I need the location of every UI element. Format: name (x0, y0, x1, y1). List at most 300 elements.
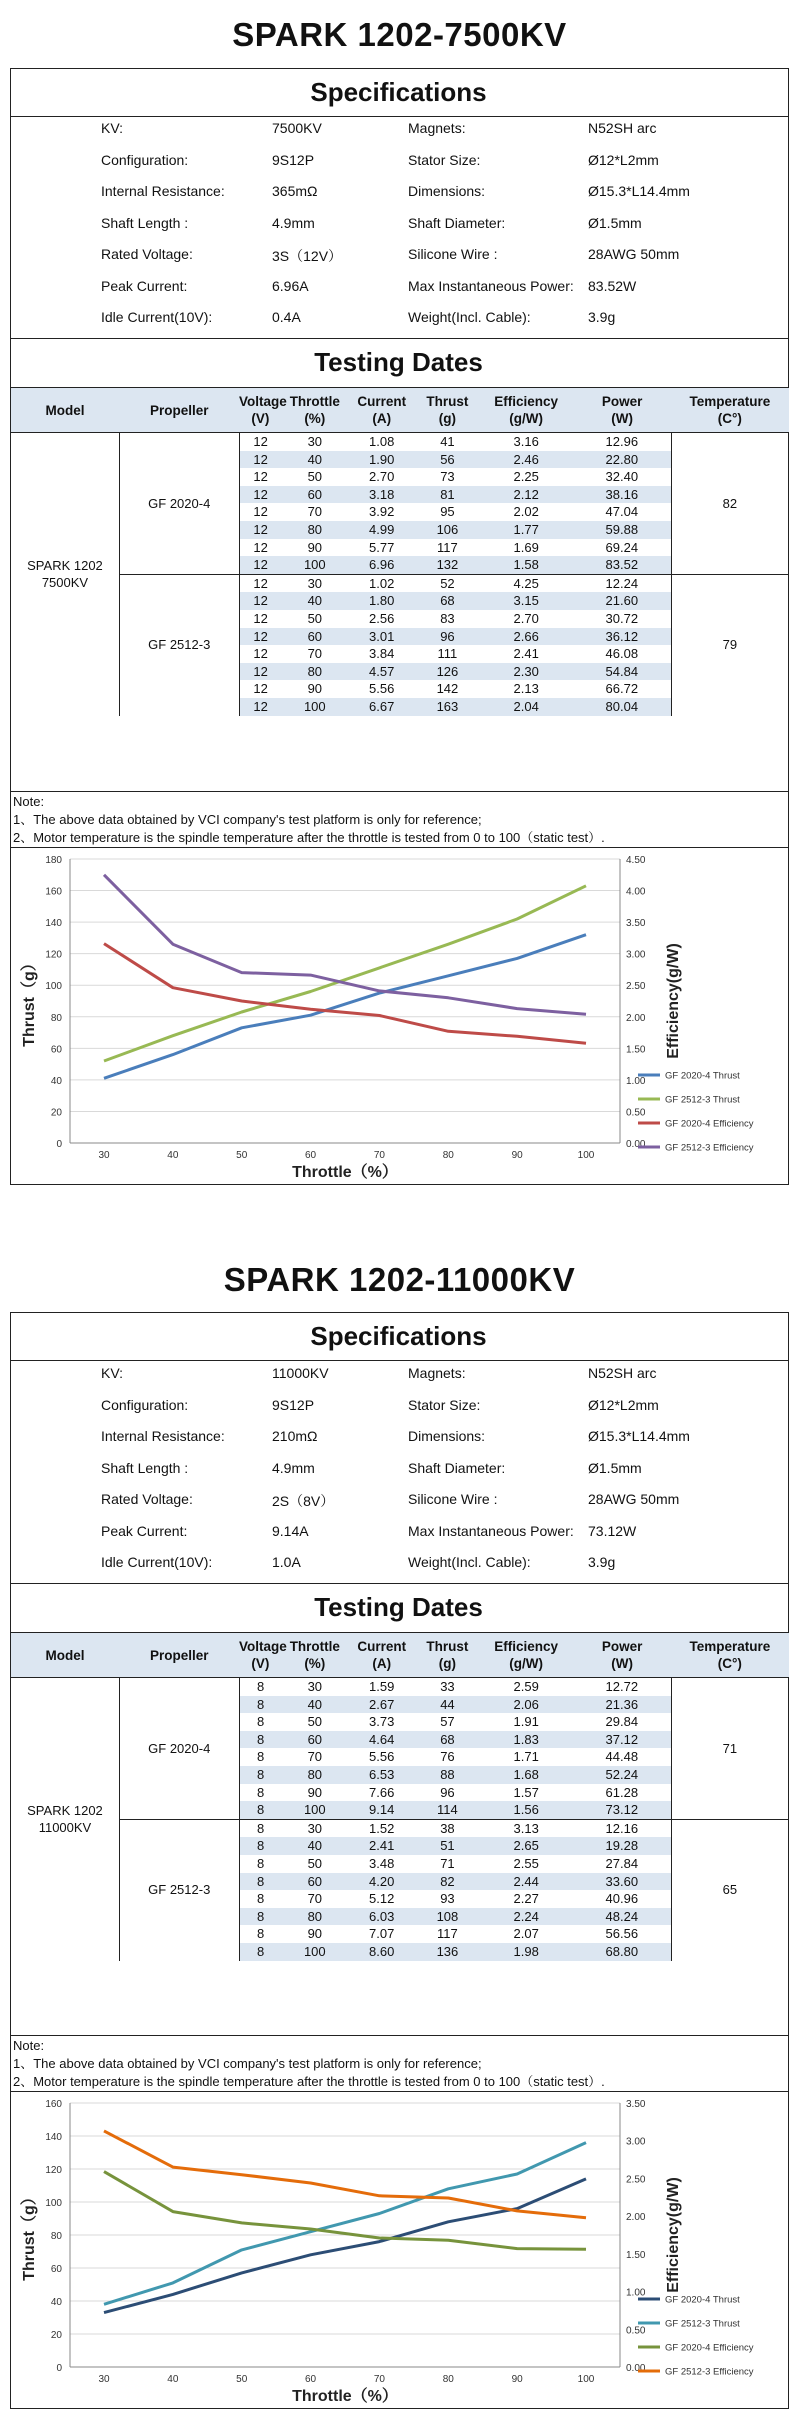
data-cell: 2.07 (513, 1926, 539, 1942)
x-tick-label: 40 (167, 1150, 179, 1161)
spec-label: Silicone Wire : (408, 1491, 498, 1507)
spec-label: Shaft Length : (101, 1459, 189, 1476)
data-cell: 114 (415, 1801, 479, 1819)
data-cell: 96 (440, 1784, 455, 1800)
column-header-line: Thrust (426, 1639, 469, 1654)
data-cell: 8 (239, 1819, 282, 1837)
propeller-cell: GF 2512-3 (119, 1819, 239, 1960)
spec-value: 3S（12V） (272, 248, 343, 264)
notes-heading: Note: (13, 794, 45, 809)
column-header-unit: (g) (438, 411, 457, 426)
spec-value: N52SH arc (588, 1365, 657, 1381)
data-cell: 2.02 (513, 504, 539, 520)
data-cell: 1.80 (348, 592, 415, 610)
column-header (415, 388, 479, 433)
notes (13, 2037, 605, 2091)
model-kv: 7500KV (41, 575, 89, 591)
column-header (415, 1633, 479, 1678)
column-header-line: Power (601, 394, 643, 409)
model-name: SPARK 1202 (27, 558, 103, 574)
data-cell: 83 (440, 610, 455, 626)
data-cell: 66.72 (573, 680, 671, 698)
data-cell: 8 (239, 1696, 282, 1714)
data-cell: 12 (239, 503, 282, 521)
data-cell: 68 (415, 592, 479, 610)
spec-label: Internal Resistance: (101, 1428, 225, 1444)
data-cell: 40 (282, 592, 348, 610)
data-cell: 8 (239, 1855, 282, 1873)
legend-label: GF 2020-4 Efficiency (665, 2342, 754, 2354)
column-header-line: Efficiency (494, 394, 559, 409)
data-cell: 106 (415, 521, 479, 539)
data-cell: 8 (239, 1925, 282, 1943)
data-cell: 12 (239, 486, 282, 504)
column-header-unit: (V) (251, 1656, 270, 1671)
y2-tick-label: 4.50 (626, 855, 646, 866)
column-header-line: Temperature (689, 394, 771, 409)
column-header-line: Temperature (689, 1639, 771, 1654)
data-cell: 48.24 (573, 1908, 671, 1926)
column-header-unit: (A) (372, 411, 392, 426)
x-tick-label: 100 (577, 2374, 595, 2385)
spec-label: Dimensions: (408, 1428, 486, 1444)
spec-label: Internal Resistance: (101, 183, 225, 199)
spec-value: 3.9g (588, 309, 616, 325)
data-cell: 136 (415, 1943, 479, 1961)
spec-value: N52SH arc (588, 120, 657, 136)
spec-label: KV: (101, 120, 124, 136)
data-cell: 6.96 (348, 556, 415, 574)
temperature-cell: 71 (671, 1678, 788, 1820)
data-cell: 59.88 (573, 521, 671, 539)
data-cell: 12.96 (573, 433, 671, 451)
data-cell: 2.06 (479, 1696, 573, 1714)
propeller-cell: GF 2512-3 (119, 574, 239, 715)
data-cell: 1.91 (513, 1714, 539, 1730)
data-cell: 12 (239, 521, 282, 539)
spec-label: Configuration: (101, 151, 189, 168)
y2-tick-label: 4.00 (626, 886, 646, 898)
temperature-cell: 79 (671, 574, 788, 715)
data-cell: 90 (307, 1784, 323, 1800)
data-cell: 8 (239, 1873, 282, 1891)
y-tick-label: 120 (45, 2165, 62, 2176)
y-tick-label: 0 (56, 2363, 62, 2374)
y-tick-label: 100 (45, 2198, 62, 2209)
y2-tick-label: 3.50 (626, 2099, 646, 2110)
data-cell: 83.52 (573, 556, 671, 574)
data-cell: 41 (440, 434, 455, 449)
data-cell: 12 (239, 663, 282, 681)
legend-label: GF 2020-4 Thrust (665, 1070, 740, 1082)
data-cell: 4.57 (348, 663, 415, 681)
data-cell: 1.98 (479, 1943, 573, 1961)
y-tick-label: 100 (45, 981, 62, 993)
data-cell: 100 (282, 1801, 348, 1819)
data-cell: 96 (415, 628, 479, 646)
data-cell: 2.04 (479, 698, 573, 716)
column-header-line: Efficiency (494, 1639, 559, 1654)
data-cell: 50 (307, 469, 323, 485)
spec-value: 9S12P (272, 1396, 315, 1413)
data-cell: 8 (239, 1784, 282, 1802)
data-cell: 12 (239, 610, 282, 628)
spec-value: 3.9g (588, 1554, 616, 1570)
data-cell: 1.69 (513, 539, 539, 555)
column-header-unit: (g/W) (509, 1656, 544, 1671)
data-cell: 37.12 (573, 1731, 671, 1749)
column-header (348, 388, 415, 433)
column-header-line: Throttle (289, 394, 340, 409)
data-cell: 4.20 (348, 1873, 415, 1891)
data-cell: 8.60 (348, 1943, 415, 1961)
motor-title: SPARK 1202-11000KV (223, 1261, 576, 1298)
data-cell: 2.13 (513, 681, 539, 697)
spec-label: Peak Current: (101, 277, 188, 294)
data-cell: 12 (239, 539, 282, 557)
data-cell: 82 (415, 1873, 479, 1891)
data-cell: 132 (415, 556, 479, 574)
y-tick-label: 140 (45, 2132, 62, 2143)
data-cell: 2.41 (348, 1837, 415, 1855)
data-cell: 21.60 (573, 592, 671, 610)
column-header-unit: (C°) (717, 411, 742, 426)
data-cell: 33 (440, 1679, 455, 1694)
data-cell: 1.57 (513, 1784, 539, 1800)
data-cell: 8 (239, 1766, 282, 1784)
data-cell: 2.41 (513, 646, 539, 662)
spec-value: 210mΩ (272, 1428, 318, 1444)
x-tick-label: 70 (373, 1150, 385, 1161)
y-tick-label: 40 (50, 2297, 62, 2308)
spec-label: Max Instantaneous Power: (408, 277, 574, 294)
column-header-unit: (g/W) (509, 411, 544, 426)
data-cell: 12 (239, 556, 282, 574)
data-cell: 12 (239, 451, 282, 469)
table-row (11, 1819, 789, 1837)
spec-value: 1.0A (272, 1554, 301, 1570)
y-tick-label: 140 (45, 918, 62, 930)
spec-label: Silicone Wire : (408, 246, 498, 262)
column-header-line: Model (45, 1647, 85, 1663)
note-line: 1、The above data obtained by VCI company's test platform is only for reference; (13, 812, 482, 827)
data-cell: 1.68 (479, 1766, 573, 1784)
data-cell: 8 (239, 1908, 282, 1926)
y-tick-label: 20 (50, 1107, 62, 1119)
data-cell: 93 (440, 1891, 455, 1907)
data-cell: 95 (440, 504, 455, 520)
data-cell: 12 (239, 680, 282, 698)
spec-label: Shaft Length : (101, 214, 189, 231)
specifications-heading: Specifications (310, 77, 487, 107)
column-header (282, 388, 348, 433)
model-cell (11, 1678, 120, 1961)
column-header-line: Thrust (426, 394, 469, 409)
data-cell: 2.67 (348, 1696, 415, 1714)
column-header-unit: (A) (372, 1656, 392, 1671)
spec-value: 73.12W (588, 1522, 637, 1539)
column-header-unit: (C°) (717, 1656, 742, 1671)
spec-value: 365mΩ (272, 183, 318, 199)
data-cell: 76 (440, 1749, 455, 1765)
propeller-cell: GF 2020-4 (119, 1678, 239, 1820)
data-cell: 60 (282, 1731, 348, 1749)
data-cell: 9.14 (348, 1801, 415, 1819)
data-cell: 30 (307, 1679, 323, 1694)
data-cell: 80 (282, 1908, 348, 1926)
data-cell: 8 (239, 1943, 282, 1961)
data-cell: 22.80 (573, 451, 671, 469)
spec-value: 11000KV (272, 1365, 329, 1381)
data-cell: 2.27 (513, 1891, 539, 1907)
spec-value: 9.14A (272, 1522, 309, 1539)
y-tick-label: 80 (50, 1012, 62, 1024)
spec-value: 4.9mm (272, 214, 315, 231)
data-cell: 1.71 (513, 1749, 539, 1765)
data-cell: 50 (307, 1714, 323, 1730)
data-cell: 44.48 (573, 1748, 671, 1766)
data-cell: 6.53 (348, 1766, 415, 1784)
data-cell: 12.16 (573, 1819, 671, 1837)
table-row (11, 433, 789, 451)
model-kv: 11000KV (38, 1820, 92, 1836)
data-cell: 111 (437, 646, 458, 662)
data-cell: 38 (415, 1819, 479, 1837)
data-cell: 8 (239, 1731, 282, 1749)
y2-axis-title: Efficiency(g/W) (665, 2177, 682, 2293)
model-name: SPARK 1202 (27, 1803, 103, 1819)
y2-tick-label: 3.00 (626, 2136, 646, 2148)
y-tick-label: 120 (45, 949, 62, 961)
data-cell: 36.12 (573, 628, 671, 646)
data-cell: 3.16 (513, 434, 539, 449)
data-cell: 60 (282, 628, 348, 646)
spec-value: 28AWG 50mm (588, 246, 680, 262)
data-cell: 1.52 (348, 1819, 415, 1837)
data-cell: 1.59 (369, 1679, 395, 1694)
spec-value: Ø15.3*L14.4mm (588, 183, 690, 199)
data-cell: 44 (415, 1696, 479, 1714)
propeller-cell: GF 2020-4 (119, 433, 239, 575)
table-row (11, 1678, 789, 1696)
data-cell: 5.56 (369, 681, 395, 697)
column-header-unit: (g) (438, 1656, 457, 1671)
data-cell: 12.24 (573, 574, 671, 592)
x-tick-label: 90 (511, 1150, 523, 1161)
temperature-cell: 82 (671, 433, 788, 575)
data-cell: 56 (415, 451, 479, 469)
x-axis-title: Throttle（%） (292, 2388, 398, 2405)
x-tick-label: 90 (511, 2374, 523, 2385)
data-cell: 8 (239, 1837, 282, 1855)
legend-label: GF 2512-3 Thrust (665, 2318, 740, 2330)
legend-label: GF 2020-4 Efficiency (665, 1118, 754, 1130)
spec-label: Weight(Incl. Cable): (408, 309, 531, 325)
data-cell: 8 (239, 1748, 282, 1766)
data-cell: 1.83 (479, 1731, 573, 1749)
spec-label: Magnets: (408, 1365, 466, 1381)
column-header-unit: (V) (251, 411, 270, 426)
y2-tick-label: 2.00 (626, 2212, 646, 2224)
note-line: 2、Motor temperature is the spindle temperature after the throttle is tested from 0 to 100（static test）. (13, 830, 605, 845)
column-header (479, 388, 573, 433)
data-cell: 80 (282, 663, 348, 681)
data-cell: 117 (437, 539, 458, 555)
column-header (11, 388, 120, 433)
data-cell: 1.77 (479, 521, 573, 539)
data-cell: 2.66 (479, 628, 573, 646)
data-cell: 30.72 (573, 610, 671, 628)
data-cell: 100 (282, 698, 348, 716)
data-cell: 12.72 (573, 1678, 671, 1696)
data-cell: 12 (239, 698, 282, 716)
data-cell: 3.92 (369, 504, 395, 520)
y-tick-label: 0 (56, 1139, 62, 1150)
data-cell: 2.30 (479, 663, 573, 681)
data-cell: 68.80 (573, 1943, 671, 1961)
y-tick-label: 80 (50, 2231, 62, 2242)
data-cell: 80 (282, 1766, 348, 1784)
table-row (11, 574, 789, 592)
data-cell: 1.56 (479, 1801, 573, 1819)
data-cell: 52 (415, 574, 479, 592)
data-cell: 108 (415, 1908, 479, 1926)
legend-label: GF 2512-3 Efficiency (665, 2366, 754, 2378)
spec-value: Ø12*L2mm (588, 151, 659, 168)
data-cell: 50 (307, 610, 323, 626)
data-cell: 3.73 (369, 1714, 395, 1730)
data-cell: 40 (282, 1696, 348, 1714)
data-cell: 142 (436, 681, 459, 697)
spec-value: Ø12*L2mm (588, 1396, 659, 1413)
data-cell: 2.65 (479, 1837, 573, 1855)
data-cell: 7.66 (369, 1784, 395, 1800)
data-cell: 3.01 (348, 628, 415, 646)
data-cell: 2.44 (479, 1873, 573, 1891)
data-cell: 3.48 (369, 1855, 395, 1871)
data-cell: 4.99 (348, 521, 415, 539)
y-axis-title: Thrust（g） (21, 955, 38, 1047)
y2-tick-label: 1.00 (626, 2287, 646, 2299)
data-cell: 4.25 (479, 574, 573, 592)
performance-chart (10, 2091, 789, 2409)
y2-tick-label: 2.50 (626, 981, 646, 993)
data-cell: 2.59 (513, 1679, 539, 1694)
spec-label: Idle Current(10V): (101, 1554, 213, 1570)
column-header-line: Current (357, 394, 407, 409)
performance-chart (10, 847, 789, 1185)
legend-label: GF 2512-3 Thrust (665, 1094, 740, 1106)
column-header (671, 1633, 788, 1678)
x-tick-label: 100 (577, 1150, 595, 1161)
spec-label: Magnets: (408, 120, 466, 136)
y2-tick-label: 2.00 (626, 1012, 646, 1024)
data-cell: 4.64 (348, 1731, 415, 1749)
data-cell: 80.04 (573, 698, 671, 716)
note-line: 1、The above data obtained by VCI company's test platform is only for reference; (13, 2056, 482, 2071)
data-cell: 61.28 (573, 1784, 671, 1802)
column-header-line: Power (601, 1639, 643, 1654)
divider (10, 2035, 789, 2036)
column-header (239, 1633, 287, 1678)
data-cell: 68 (415, 1731, 479, 1749)
data-cell: 163 (415, 698, 479, 716)
y2-tick-label: 0.50 (626, 2325, 646, 2337)
data-cell: 7.07 (369, 1926, 395, 1942)
data-cell: 47.04 (573, 503, 671, 521)
data-cell: 1.02 (348, 574, 415, 592)
note-line: 2、Motor temperature is the spindle temperature after the throttle is tested from 0 to 100（static test）. (13, 2074, 605, 2089)
spec-label: Shaft Diameter: (408, 214, 506, 231)
column-header (573, 1633, 671, 1678)
spec-value: Ø1.5mm (588, 1459, 642, 1476)
x-tick-label: 30 (98, 1150, 110, 1161)
data-cell: 6.03 (348, 1908, 415, 1926)
x-tick-label: 40 (167, 2374, 179, 2385)
spec-label: KV: (101, 1365, 124, 1381)
temperature-cell: 65 (671, 1819, 788, 1960)
column-header-unit: (%) (304, 1656, 326, 1671)
spec-value: 9S12P (272, 151, 315, 168)
spec-label: Rated Voltage: (101, 1491, 193, 1507)
data-cell: 1.58 (479, 556, 573, 574)
data-cell: 126 (415, 663, 479, 681)
data-cell: 80 (282, 521, 348, 539)
column-header (239, 388, 287, 433)
data-cell: 8 (239, 1890, 282, 1908)
notes (13, 793, 605, 847)
column-header-line: Voltage (239, 1639, 287, 1654)
column-header (671, 388, 788, 433)
data-cell: 8 (239, 1713, 282, 1731)
data-cell: 2.70 (369, 469, 395, 485)
data-cell: 81 (415, 486, 479, 504)
data-cell: 8 (239, 1678, 282, 1696)
x-axis-title: Throttle（%） (292, 1164, 398, 1181)
data-cell: 12 (239, 645, 282, 663)
data-cell: 90 (307, 681, 323, 697)
x-tick-label: 60 (305, 2374, 317, 2385)
data-cell: 88 (415, 1766, 479, 1784)
data-cell: 21.36 (573, 1696, 671, 1714)
data-cell: 70 (307, 646, 323, 662)
data-cell: 40.96 (573, 1890, 671, 1908)
spec-label: Configuration: (101, 1396, 189, 1413)
y2-tick-label: 1.00 (626, 1075, 646, 1087)
y2-tick-label: 1.50 (626, 1044, 646, 1056)
data-cell: 12 (239, 468, 282, 486)
column-header (573, 388, 671, 433)
y-tick-label: 160 (45, 886, 62, 898)
data-cell: 12 (239, 628, 282, 646)
data-cell: 69.24 (573, 539, 671, 557)
data-cell: 3.13 (479, 1819, 573, 1837)
divider (10, 791, 789, 792)
data-cell: 70 (307, 1891, 323, 1907)
spec-value: 0.4A (272, 309, 301, 325)
spec-value: 83.52W (588, 277, 637, 294)
spec-label: Dimensions: (408, 183, 486, 199)
y2-tick-label: 3.00 (626, 949, 646, 961)
data-cell: 60 (282, 1873, 348, 1891)
data-cell: 40 (282, 451, 348, 469)
data-cell: 70 (307, 1749, 323, 1765)
y2-tick-label: 3.50 (626, 918, 646, 930)
column-header (11, 1633, 120, 1678)
data-cell: 54.84 (573, 663, 671, 681)
data-cell: 19.28 (573, 1837, 671, 1855)
y-tick-label: 160 (45, 2099, 62, 2110)
